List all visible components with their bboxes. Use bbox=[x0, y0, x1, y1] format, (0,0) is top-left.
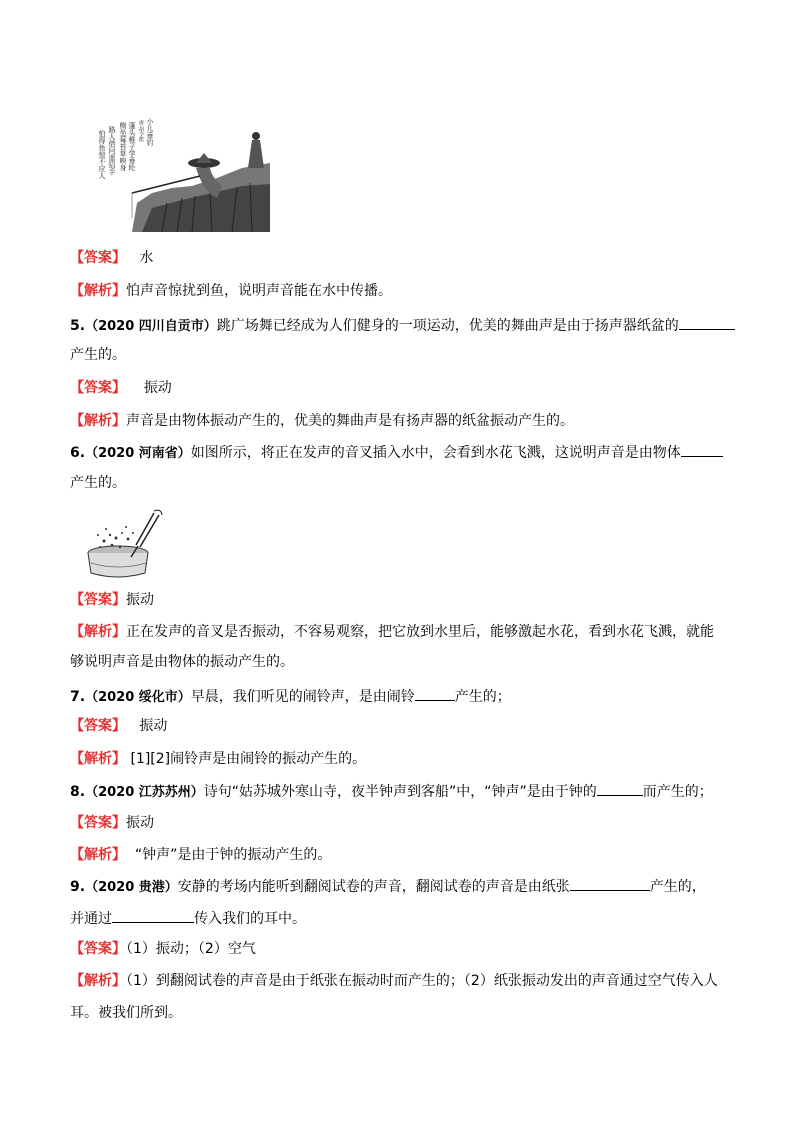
question-text: 跳广场舞已经成为人们健身的一项运动，优美的舞曲声是由于扬声器纸盆的 bbox=[216, 318, 679, 334]
question-text-after: 产生的， bbox=[649, 879, 706, 895]
answer-tag: 【答案】 bbox=[70, 941, 126, 957]
q9-answer bbox=[70, 939, 256, 959]
question-number: 7. bbox=[70, 689, 86, 705]
question-text: 诗句“姑苏城外寒山寺，夜半钟声到客船”中，“钟声”是由于钟的 bbox=[203, 784, 597, 800]
analysis-text-cont: 够说明声音是由物体的振动产生的。 bbox=[70, 654, 294, 670]
question-number: 6. bbox=[70, 445, 86, 461]
answer-blank-2[interactable] bbox=[112, 908, 194, 923]
answer-blank[interactable] bbox=[679, 315, 735, 330]
analysis-tag: 【解析】 bbox=[70, 624, 126, 640]
question-text-after: 而产生的； bbox=[642, 784, 713, 800]
analysis-tag: 【解析】 bbox=[70, 413, 126, 429]
q6-question-cont bbox=[70, 473, 126, 493]
answer-tag: 【答案】 bbox=[70, 815, 126, 831]
q5-question-cont bbox=[70, 345, 126, 365]
poem-line-6: 怕得鱼惊不应人 bbox=[98, 130, 106, 179]
answer-text: 振动 bbox=[126, 592, 154, 608]
answer-tag: 【答案】 bbox=[70, 592, 126, 608]
q8-analysis bbox=[70, 845, 331, 865]
question-text: 如图所示，将正在发声的音叉插入水中，会看到水花飞溅，这说明声音是由物体 bbox=[190, 445, 681, 461]
answer-tag: 【答案】 bbox=[70, 718, 126, 734]
poem-line-3: 蓬头稚子学垂纶 bbox=[128, 122, 136, 171]
q9-analysis bbox=[70, 971, 718, 991]
q8-question bbox=[70, 781, 713, 803]
question-text-cont: 产生的。 bbox=[70, 475, 126, 491]
tuning-fork-illustration bbox=[76, 505, 166, 580]
analysis-text: [1][2]闹铃声是由闹铃的振动产生的。 bbox=[130, 751, 367, 767]
question-source: （2020 绥化市） bbox=[85, 690, 191, 705]
analysis-text: “钟声”是由于钟的振动产生的。 bbox=[134, 847, 332, 863]
analysis-text: 声音是由物体振动产生的，优美的舞曲声是有扬声器的纸盆振动产生的。 bbox=[126, 413, 574, 429]
analysis-text: 正在发声的音叉是否振动，不容易观察，把它放到水里后，能够激起水花，看到水花飞溅，就能 bbox=[126, 624, 714, 640]
question-text-cont-after: 传入我们的耳中。 bbox=[194, 911, 306, 927]
tuning-fork-drawing bbox=[76, 505, 166, 580]
q5-question bbox=[70, 315, 735, 337]
answer-blank-1[interactable] bbox=[570, 876, 650, 891]
question-text: 安静的考场内能听到翻阅试卷的声音，翻阅试卷的声音是由纸张 bbox=[177, 879, 570, 895]
poem-line-4: 侧坐莓苔草映身 bbox=[119, 122, 127, 171]
fishing-drawing bbox=[92, 108, 270, 232]
q7-question bbox=[70, 686, 511, 708]
poem-line-5: 路人借问遥招手 bbox=[108, 126, 116, 175]
answer-text: 振动 bbox=[126, 815, 154, 831]
answer-text: 振动 bbox=[143, 380, 172, 396]
q6-analysis-cont bbox=[70, 652, 294, 672]
analysis-text-cont: 耳。被我们所到。 bbox=[70, 1005, 182, 1021]
question-text: 早晨，我们听见的闹铃声，是由闹铃 bbox=[190, 689, 415, 705]
question-source: （2020 河南省） bbox=[85, 446, 191, 461]
analysis-text: （1）到翻阅试卷的声音是由于纸张在振动时而产生的；（2）纸张振动发出的声音通过空气传入人 bbox=[126, 973, 718, 989]
question-source: （2020 江苏苏州） bbox=[85, 785, 204, 800]
q6-question bbox=[70, 442, 723, 464]
q5-answer bbox=[70, 378, 172, 398]
poem-line-1: 小儿垂钓 bbox=[146, 118, 154, 146]
answer-blank[interactable] bbox=[597, 781, 643, 796]
q7-analysis bbox=[70, 749, 366, 769]
question-number: 8. bbox=[70, 784, 86, 800]
question-source: （2020 四川自贡市） bbox=[85, 319, 217, 334]
q9-question-cont bbox=[70, 908, 306, 929]
answer-tag: 【答案】 bbox=[70, 380, 126, 396]
q6-analysis bbox=[70, 622, 714, 642]
q5-analysis bbox=[70, 411, 574, 431]
analysis-text: 怕声音惊扰到鱼，说明声音能在水中传播。 bbox=[126, 283, 392, 299]
answer-tag: 【答案】 bbox=[70, 250, 126, 266]
q9-question bbox=[70, 876, 706, 898]
analysis-tag: 【解析】 bbox=[70, 751, 126, 767]
question-text-after: 产生的； bbox=[454, 689, 511, 705]
q4-analysis bbox=[70, 281, 392, 301]
answer-text: 振动 bbox=[139, 718, 168, 734]
question-number: 5. bbox=[70, 318, 86, 334]
q7-answer bbox=[70, 716, 167, 736]
analysis-tag: 【解析】 bbox=[70, 973, 126, 989]
answer-blank[interactable] bbox=[415, 686, 455, 701]
question-text-cont: 产生的。 bbox=[70, 347, 126, 363]
poem-line-2: 唐·胡令能 bbox=[138, 120, 144, 142]
question-source: （2020 贵港） bbox=[85, 880, 178, 895]
q8-answer bbox=[70, 813, 154, 833]
answer-blank[interactable] bbox=[681, 442, 723, 457]
answer-text: 水 bbox=[139, 250, 154, 266]
fishing-illustration bbox=[92, 108, 270, 232]
q9-analysis-cont bbox=[70, 1003, 182, 1023]
q4-answer bbox=[70, 248, 153, 268]
q6-answer bbox=[70, 590, 154, 610]
question-number: 9. bbox=[70, 879, 86, 895]
analysis-tag: 【解析】 bbox=[70, 847, 126, 863]
analysis-tag: 【解析】 bbox=[70, 283, 126, 299]
answer-text: （1）振动；（2）空气 bbox=[126, 941, 256, 957]
question-text-cont: 并通过 bbox=[70, 911, 112, 927]
